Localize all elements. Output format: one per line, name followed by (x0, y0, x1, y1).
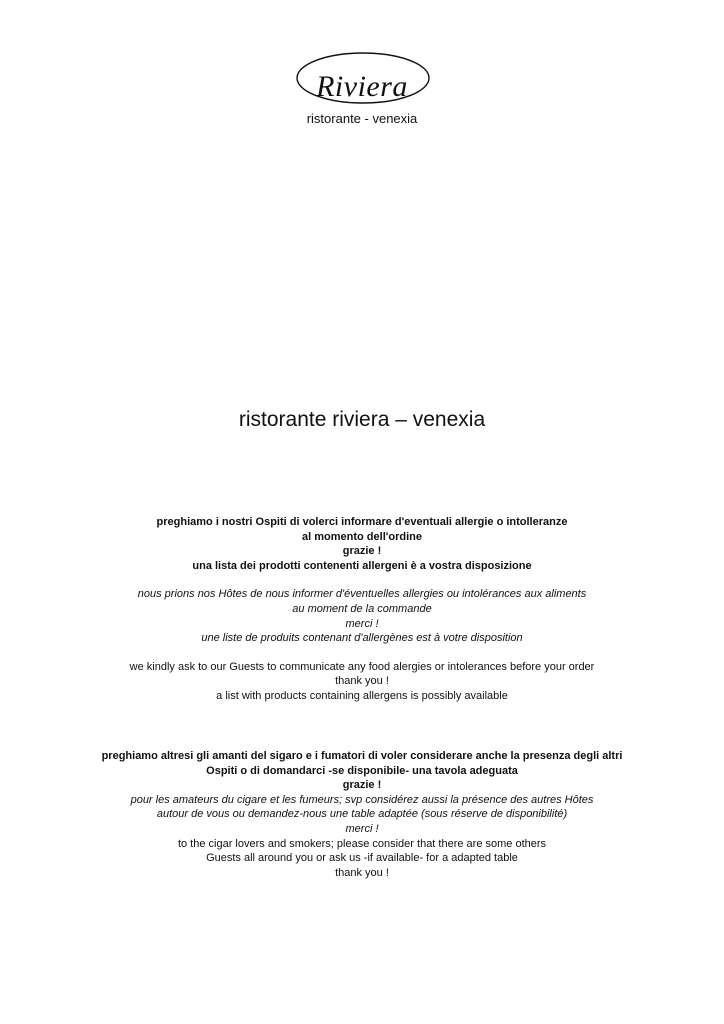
allergy-notice-english (0, 660, 724, 704)
text-line: grazie ! (342, 545, 382, 558)
text-line: Ospiti o di domandarci -se disponibile- una tavola adeguata (206, 764, 518, 777)
page-title: ristorante riviera – venexia (238, 408, 486, 431)
text-line: al momento dell'ordine (302, 530, 422, 543)
allergy-notice (0, 515, 724, 704)
text-line: grazie ! (342, 779, 382, 792)
cigar-notice-english (0, 837, 724, 881)
text-line: we kindly ask to our Guests to communicate any food alergies or intolerances before your order (129, 660, 595, 673)
text-line: pour les amateurs du cigare et les fumeurs; svp considérez aussi la présence des autres Hôtes (130, 793, 594, 806)
text-line: preghiamo i nostri Ospiti di volerci informare d'eventuali allergie o intolleranze (156, 516, 568, 528)
text-line: thank you ! (335, 675, 389, 688)
cigar-notice-italian (0, 749, 724, 793)
text-line: preghiamo altresi gli amanti del sigaro e i fumatori di voler considerare anche la presenza degli altri (101, 750, 623, 762)
text-line: thank you ! (335, 866, 389, 879)
cigar-notice (0, 749, 724, 880)
text-line: nous prions nos Hôtes de nous informer d'éventuelles allergies ou intolérances aux aliments (137, 588, 587, 601)
allergy-notice-french (0, 587, 724, 645)
text-line: una lista dei prodotti contenenti allergeni è a vostra disposizione (192, 559, 532, 572)
text-line: to the cigar lovers and smokers; please consider that there are some others (177, 837, 547, 850)
logo-wordmark: Riviera (316, 70, 408, 103)
text-line: a list with products containing allergens is possibly available (216, 689, 508, 702)
allergy-notice-italian (0, 515, 724, 573)
logo-subtitle: ristorante - venexia (306, 111, 418, 126)
text-line: autour de vous ou demandez-nous une table adaptée (sous réserve de disponibilité) (156, 808, 568, 821)
text-line: Guests all around you or ask us -if available- for a adapted table (206, 852, 518, 865)
text-line: une liste de produits contenant d'allergènes est à votre disposition (201, 632, 523, 645)
text-line: merci ! (345, 822, 379, 835)
cigar-notice-french (0, 793, 724, 837)
text-line: au moment de la commande (292, 602, 432, 615)
restaurant-logo (0, 50, 724, 140)
text-line: merci ! (345, 617, 379, 630)
